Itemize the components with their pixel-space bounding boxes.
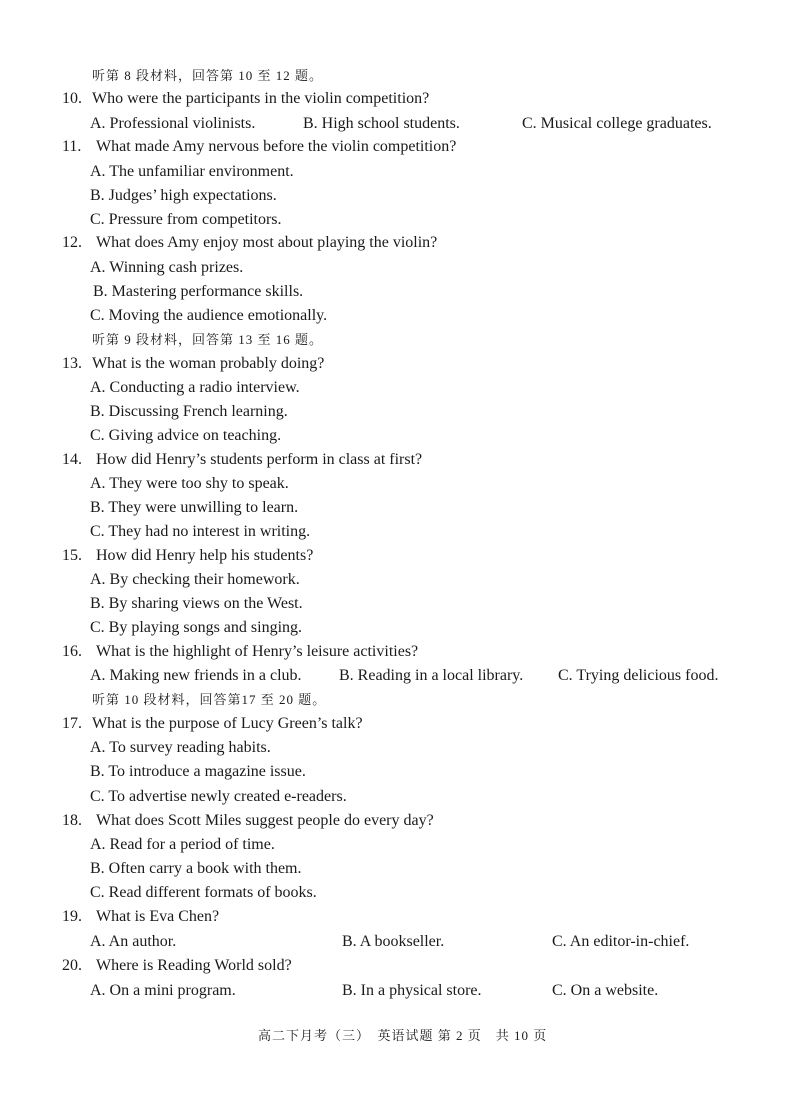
question-number: 15. xyxy=(62,547,82,564)
question-stem: How did Henry help his students? xyxy=(96,547,314,564)
option-a: A. An author. xyxy=(90,933,177,950)
question-number: 19. xyxy=(62,908,82,925)
question-number: 17. xyxy=(62,715,82,732)
option-b: B. By sharing views on the West. xyxy=(90,595,303,612)
option-c: C. Trying delicious food. xyxy=(558,667,719,684)
question-number: 11. xyxy=(62,138,82,155)
question-stem: What does Amy enjoy most about playing the violin? xyxy=(96,234,438,251)
option-b: B. Judges’ high expectations. xyxy=(90,187,277,204)
question-stem: How did Henry’s students perform in class at first? xyxy=(96,451,423,468)
question-number: 13. xyxy=(62,355,82,372)
question-number: 10. xyxy=(62,90,82,107)
option-c: C. An editor-in-chief. xyxy=(552,933,690,950)
question-number: 20. xyxy=(62,957,82,974)
option-b: B. Discussing French learning. xyxy=(90,403,288,420)
option-c: C. Moving the audience emotionally. xyxy=(90,307,328,324)
option-a: A. Winning cash prizes. xyxy=(90,259,244,276)
question-number: 18. xyxy=(62,812,82,829)
option-a: A. Professional violinists. xyxy=(90,115,256,132)
option-b: B. Reading in a local library. xyxy=(339,667,524,684)
option-c: C. On a website. xyxy=(552,982,659,999)
option-a: A. To survey reading habits. xyxy=(90,739,271,756)
question-number: 14. xyxy=(62,451,82,468)
question-stem: What does Scott Miles suggest people do every day? xyxy=(96,812,434,829)
option-b: B. Often carry a book with them. xyxy=(90,860,302,877)
section-instruction: 听第 8 段材料，回答第 10 至 12 题。 xyxy=(92,68,324,83)
option-c: C. To advertise newly created e-readers. xyxy=(90,788,347,805)
question-stem: What is the purpose of Lucy Green’s talk? xyxy=(92,715,363,732)
option-a: A. Making new friends in a club. xyxy=(90,667,302,684)
option-b: B. In a physical store. xyxy=(342,982,482,999)
section-instruction: 听第 10 段材料，回答第17 至 20 题。 xyxy=(92,692,327,707)
question-stem: What made Amy nervous before the violin competition? xyxy=(96,138,457,155)
option-b: B. To introduce a magazine issue. xyxy=(90,763,306,780)
option-b: B. They were unwilling to learn. xyxy=(90,499,299,516)
option-c: C. Pressure from competitors. xyxy=(90,211,282,228)
question-number: 12. xyxy=(62,234,82,251)
question-stem: Where is Reading World sold? xyxy=(96,957,292,974)
option-a: A. Read for a period of time. xyxy=(90,836,275,853)
question-stem: What is the woman probably doing? xyxy=(92,355,325,372)
page-footer: 高二下月考（三） 英语试题 第 2 页 共 10 页 xyxy=(258,1028,548,1043)
question-number: 16. xyxy=(62,643,82,660)
option-b: B. A bookseller. xyxy=(342,933,445,950)
option-a: A. On a mini program. xyxy=(90,982,236,999)
option-a: A. By checking their homework. xyxy=(90,571,300,588)
option-c: C. Read different formats of books. xyxy=(90,884,317,901)
option-c: C. By playing songs and singing. xyxy=(90,619,303,636)
option-c: C. Musical college graduates. xyxy=(522,115,712,132)
option-a: A. The unfamiliar environment. xyxy=(90,163,294,180)
section-instruction: 听第 9 段材料，回答第 13 至 16 题。 xyxy=(92,332,324,347)
question-stem: What is Eva Chen? xyxy=(96,908,220,925)
question-stem: What is the highlight of Henry’s leisure activities? xyxy=(96,643,419,660)
option-c: C. They had no interest in writing. xyxy=(90,523,311,540)
option-a: A. Conducting a radio interview. xyxy=(90,379,300,396)
option-c: C. Giving advice on teaching. xyxy=(90,427,282,444)
option-a: A. They were too shy to speak. xyxy=(90,475,289,492)
question-stem: Who were the participants in the violin competition? xyxy=(92,90,430,107)
option-b: B. High school students. xyxy=(303,115,460,132)
option-b: B. Mastering performance skills. xyxy=(93,283,304,300)
